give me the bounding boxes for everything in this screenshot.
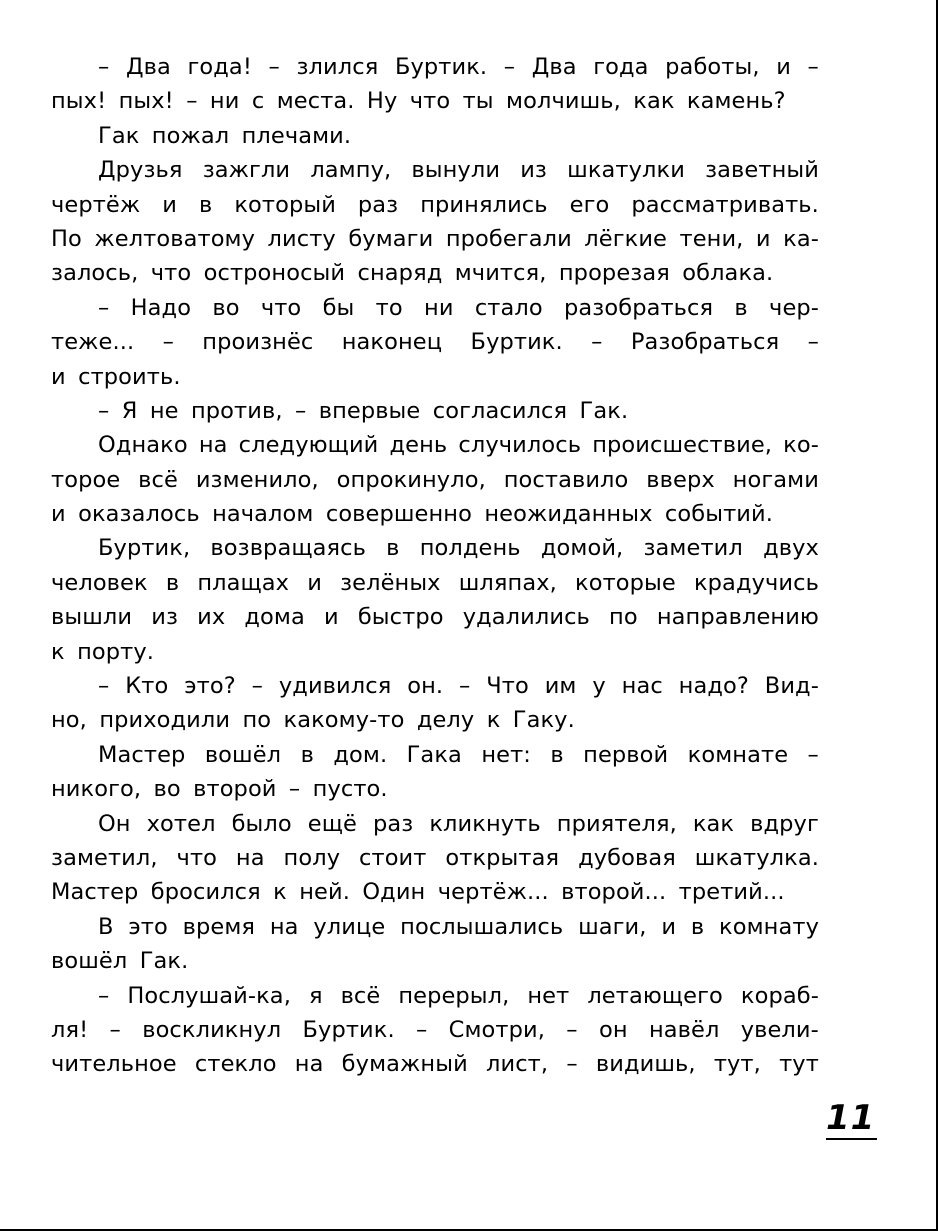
word: и [776, 54, 791, 80]
word: третий... [678, 879, 785, 906]
word: изменило, [195, 466, 319, 493]
text-line [51, 979, 819, 1013]
word: началом [212, 501, 314, 528]
word: на [198, 432, 228, 459]
word: облака. [682, 260, 774, 287]
word: пожал [151, 122, 230, 149]
word: что [150, 260, 192, 287]
word: – [566, 1016, 578, 1043]
word: в [690, 913, 705, 940]
text-line [51, 325, 819, 359]
word: рассматривать. [631, 191, 819, 218]
word: комнату [719, 913, 819, 940]
word: с [251, 88, 265, 115]
word: бросился [150, 879, 261, 906]
word: быстро [357, 604, 444, 631]
word: ещё [307, 810, 357, 837]
word: дом. [333, 741, 388, 768]
word: лист, [485, 1051, 549, 1078]
word: к [273, 879, 287, 906]
word: домой, [540, 535, 624, 562]
word: Буртик. [302, 1016, 395, 1043]
word: всё [340, 982, 381, 1009]
word: надо? [678, 673, 749, 700]
word: – [591, 329, 603, 356]
word: бумаги [348, 225, 434, 252]
word: крадучись [693, 569, 819, 596]
word: ка- [783, 225, 819, 252]
word: – [288, 776, 301, 803]
word: делу [416, 707, 475, 734]
word: злился [296, 54, 379, 80]
word: наконец [341, 329, 443, 356]
word: Гаку. [512, 707, 575, 734]
word: я [308, 982, 323, 1009]
word: плащах [197, 569, 290, 596]
word: что [176, 844, 218, 871]
word: чительное [51, 1051, 177, 1078]
word: произнёс [202, 329, 314, 356]
word: раз [373, 810, 414, 837]
word: листу [267, 225, 336, 252]
word: разобраться [564, 294, 714, 321]
word: в [550, 741, 564, 768]
word: дубовая [578, 844, 676, 871]
word: во [212, 294, 240, 321]
word: зажгли [202, 157, 291, 184]
word: шкатулка. [694, 844, 819, 871]
word: нас [621, 673, 663, 700]
word: улице [313, 913, 386, 940]
word: им [544, 673, 577, 700]
word: удалились [462, 604, 590, 631]
word: навёл [648, 1016, 720, 1043]
word: стекло [194, 1051, 277, 1078]
word: Ну [366, 88, 398, 115]
word: Один [362, 879, 426, 906]
word: к [51, 638, 65, 665]
word: вошёл [204, 741, 282, 768]
word: что [409, 88, 451, 115]
word: пых! [51, 88, 107, 115]
word: воскликнул [142, 1016, 282, 1043]
word: и [51, 501, 66, 528]
word: в [165, 569, 180, 596]
word: нет [527, 982, 570, 1009]
word: – [807, 54, 819, 80]
word: совершенно [325, 501, 472, 528]
text-line [51, 669, 819, 703]
word: – [807, 329, 819, 356]
word: в [734, 294, 748, 321]
word: вдруг [750, 810, 819, 837]
word: тут, [713, 1051, 761, 1078]
word: нет: [481, 741, 531, 768]
word: на [294, 1051, 324, 1078]
word: по [609, 604, 638, 631]
word: раз [357, 191, 399, 218]
word: Я [121, 397, 138, 424]
word: По [51, 225, 82, 252]
text-line [51, 188, 819, 222]
word: событий. [664, 501, 773, 528]
word: чертёж... [437, 879, 549, 906]
word: Мастер [98, 741, 186, 768]
word: молчишь, [506, 88, 621, 115]
word: залось, [51, 260, 139, 287]
word: приходили [99, 707, 231, 734]
word: что [260, 294, 302, 321]
text-line [51, 910, 819, 944]
word: удивился [278, 673, 392, 700]
word: и [755, 225, 771, 252]
word: это [128, 913, 168, 940]
word: он. [407, 673, 444, 700]
word: – [268, 54, 280, 80]
text-line [51, 50, 819, 84]
word: какому-то [283, 707, 405, 734]
word: ни [209, 88, 240, 115]
word: шляпах, [458, 569, 557, 596]
word: чер- [769, 294, 819, 321]
word: в [386, 535, 400, 562]
word: из [151, 604, 179, 631]
text-line [51, 463, 819, 497]
word: – [98, 982, 110, 1009]
word: – [98, 397, 110, 424]
text-line [51, 807, 819, 841]
word: Мастер [51, 879, 139, 906]
text-line [51, 497, 819, 531]
word: случилось [458, 432, 582, 459]
text-line [51, 153, 819, 187]
word: увели- [740, 1016, 819, 1043]
word: Гак [98, 122, 140, 149]
word: плечами. [241, 122, 352, 149]
word: пробегали [445, 225, 572, 252]
word: но, [51, 707, 87, 734]
word: поставило [503, 466, 629, 493]
word: – [186, 88, 198, 115]
word: хотел [146, 810, 216, 837]
word: вошёл [51, 948, 128, 975]
word: и [307, 569, 322, 596]
word: – [416, 1016, 428, 1043]
word: теже... [51, 329, 135, 356]
word: и [323, 604, 339, 631]
word: – [566, 1051, 578, 1078]
text-line [51, 428, 819, 462]
word: снаряд [357, 260, 443, 287]
word: открытая [445, 844, 560, 871]
word: не [149, 397, 179, 424]
word: было [231, 810, 292, 837]
text-line [51, 875, 819, 909]
word: заметил [643, 535, 743, 562]
word: Гака [406, 741, 462, 768]
word: камень? [686, 88, 786, 115]
word: и [661, 913, 677, 940]
word: года [593, 54, 649, 80]
page-number: 11 [826, 1098, 876, 1138]
word: то [375, 294, 403, 321]
word: к [486, 707, 501, 734]
text-line [51, 84, 819, 118]
word: Что [486, 673, 529, 700]
text-line [51, 1047, 819, 1081]
word: неожиданных [484, 501, 653, 528]
word: Буртик, [98, 535, 191, 562]
word: ты [462, 88, 494, 115]
word: происшествие, [592, 432, 773, 459]
word: шкатулки [567, 157, 685, 184]
word: места. [276, 88, 355, 115]
word: во [153, 776, 181, 803]
word: вынули [411, 157, 501, 184]
word: лампу, [310, 157, 392, 184]
word: приятеля, [556, 810, 677, 837]
word: Надо [130, 294, 192, 321]
word: двух [763, 535, 819, 562]
word: второй [193, 776, 277, 803]
word: работы, [665, 54, 760, 80]
word: строить. [78, 363, 181, 390]
word: – [98, 54, 110, 80]
word: летающего [587, 982, 723, 1009]
word: первой [583, 741, 669, 768]
word: бы [322, 294, 355, 321]
word: как [692, 810, 735, 837]
word: по [242, 707, 272, 734]
word: его [569, 191, 610, 218]
word: согласился [432, 397, 568, 424]
word: человек [51, 569, 148, 596]
word: Вид- [764, 673, 819, 700]
word: ля! [51, 1016, 89, 1043]
word: Гак. [139, 948, 189, 975]
word: Два [531, 54, 577, 80]
text-line [51, 566, 819, 600]
word: Буртик. [394, 54, 488, 80]
word: никого, [51, 776, 142, 803]
word: торое [51, 466, 121, 493]
word: Буртик. [470, 329, 563, 356]
word: их [197, 604, 226, 631]
word: в [198, 191, 213, 218]
word: заметил, [51, 844, 158, 871]
word: пусто. [312, 776, 388, 803]
word: – [251, 673, 264, 700]
word: чертёж [51, 191, 141, 218]
word: время [182, 913, 256, 940]
word: в [300, 741, 314, 768]
word: у [592, 673, 606, 700]
word: он [598, 1016, 628, 1043]
word: оказалось [78, 501, 200, 528]
text-line [51, 291, 819, 325]
text-line [51, 600, 819, 634]
word: – [459, 673, 471, 700]
word: тени, [679, 225, 744, 252]
word: – [807, 741, 819, 768]
text-line [51, 703, 819, 737]
word: стало [474, 294, 543, 321]
word: это? [184, 673, 236, 700]
word: Однако [98, 432, 188, 459]
word: и [162, 191, 177, 218]
word: из [520, 157, 547, 184]
word: В [98, 913, 114, 940]
word: полу [283, 844, 341, 871]
word: мчится, [454, 260, 547, 287]
word: Он [98, 810, 131, 837]
word: Кто [125, 673, 169, 700]
body-text [51, 50, 819, 1082]
word: видишь, [595, 1051, 696, 1078]
word: принялись [420, 191, 548, 218]
text-line [51, 1013, 819, 1047]
word: впервые [318, 397, 421, 424]
word: Смотри, [448, 1016, 545, 1043]
word: прорезая [558, 260, 670, 287]
word: всё [138, 466, 178, 493]
text-line [51, 222, 819, 256]
text-line [51, 635, 819, 669]
word: тут [779, 1051, 819, 1078]
word: – [294, 397, 307, 424]
text-line [51, 394, 819, 428]
word: шаги, [578, 913, 647, 940]
word: ни [424, 294, 454, 321]
word: пых! [118, 88, 174, 115]
word: полдень [419, 535, 521, 562]
word: остроносый [203, 260, 346, 287]
word: – [98, 294, 110, 321]
word: Друзья [98, 157, 183, 184]
text-line [51, 944, 819, 978]
word: стоит [359, 844, 427, 871]
word: – [109, 1016, 121, 1043]
word: который [234, 191, 336, 218]
word: – [162, 329, 174, 356]
word: дома [244, 604, 305, 631]
word: лёгкие [584, 225, 667, 252]
word: Гак. [579, 397, 629, 424]
text-line [51, 531, 819, 565]
text-line [51, 841, 819, 875]
word: Два [125, 54, 171, 80]
word: порту. [77, 638, 155, 665]
word: послышались [400, 913, 564, 940]
word: против, [190, 397, 283, 424]
word: второй... [561, 879, 667, 906]
word: возвращаясь [210, 535, 366, 562]
word: зелёных [340, 569, 441, 596]
word: ко- [783, 432, 819, 459]
word: перерыл, [398, 982, 510, 1009]
word: на [269, 913, 299, 940]
word: которые [575, 569, 676, 596]
text-line [51, 360, 819, 394]
text-line [51, 738, 819, 772]
text-line [51, 119, 819, 153]
text-line [51, 256, 819, 290]
word: и [51, 363, 66, 390]
word: Разобраться [630, 329, 780, 356]
word: Послушай-ка, [127, 982, 291, 1009]
word: вышли [51, 604, 133, 631]
word: – [503, 54, 516, 80]
word: комнате [687, 741, 789, 768]
word: бумажный [341, 1051, 468, 1078]
word: день [389, 432, 448, 459]
word: кликнуть [429, 810, 541, 837]
word: опрокинуло, [336, 466, 486, 493]
word: вверх [646, 466, 715, 493]
word: ногами [732, 466, 819, 493]
word: как [633, 88, 675, 115]
word: года! [187, 54, 252, 80]
word: следующий [238, 432, 379, 459]
word: на [235, 844, 265, 871]
word: – [98, 673, 110, 700]
word: заветный [705, 157, 819, 184]
word: желтоватому [94, 225, 256, 252]
word: кораб- [740, 982, 819, 1009]
word: направлению [656, 604, 819, 631]
word: ней. [299, 879, 350, 906]
text-line [51, 772, 819, 806]
